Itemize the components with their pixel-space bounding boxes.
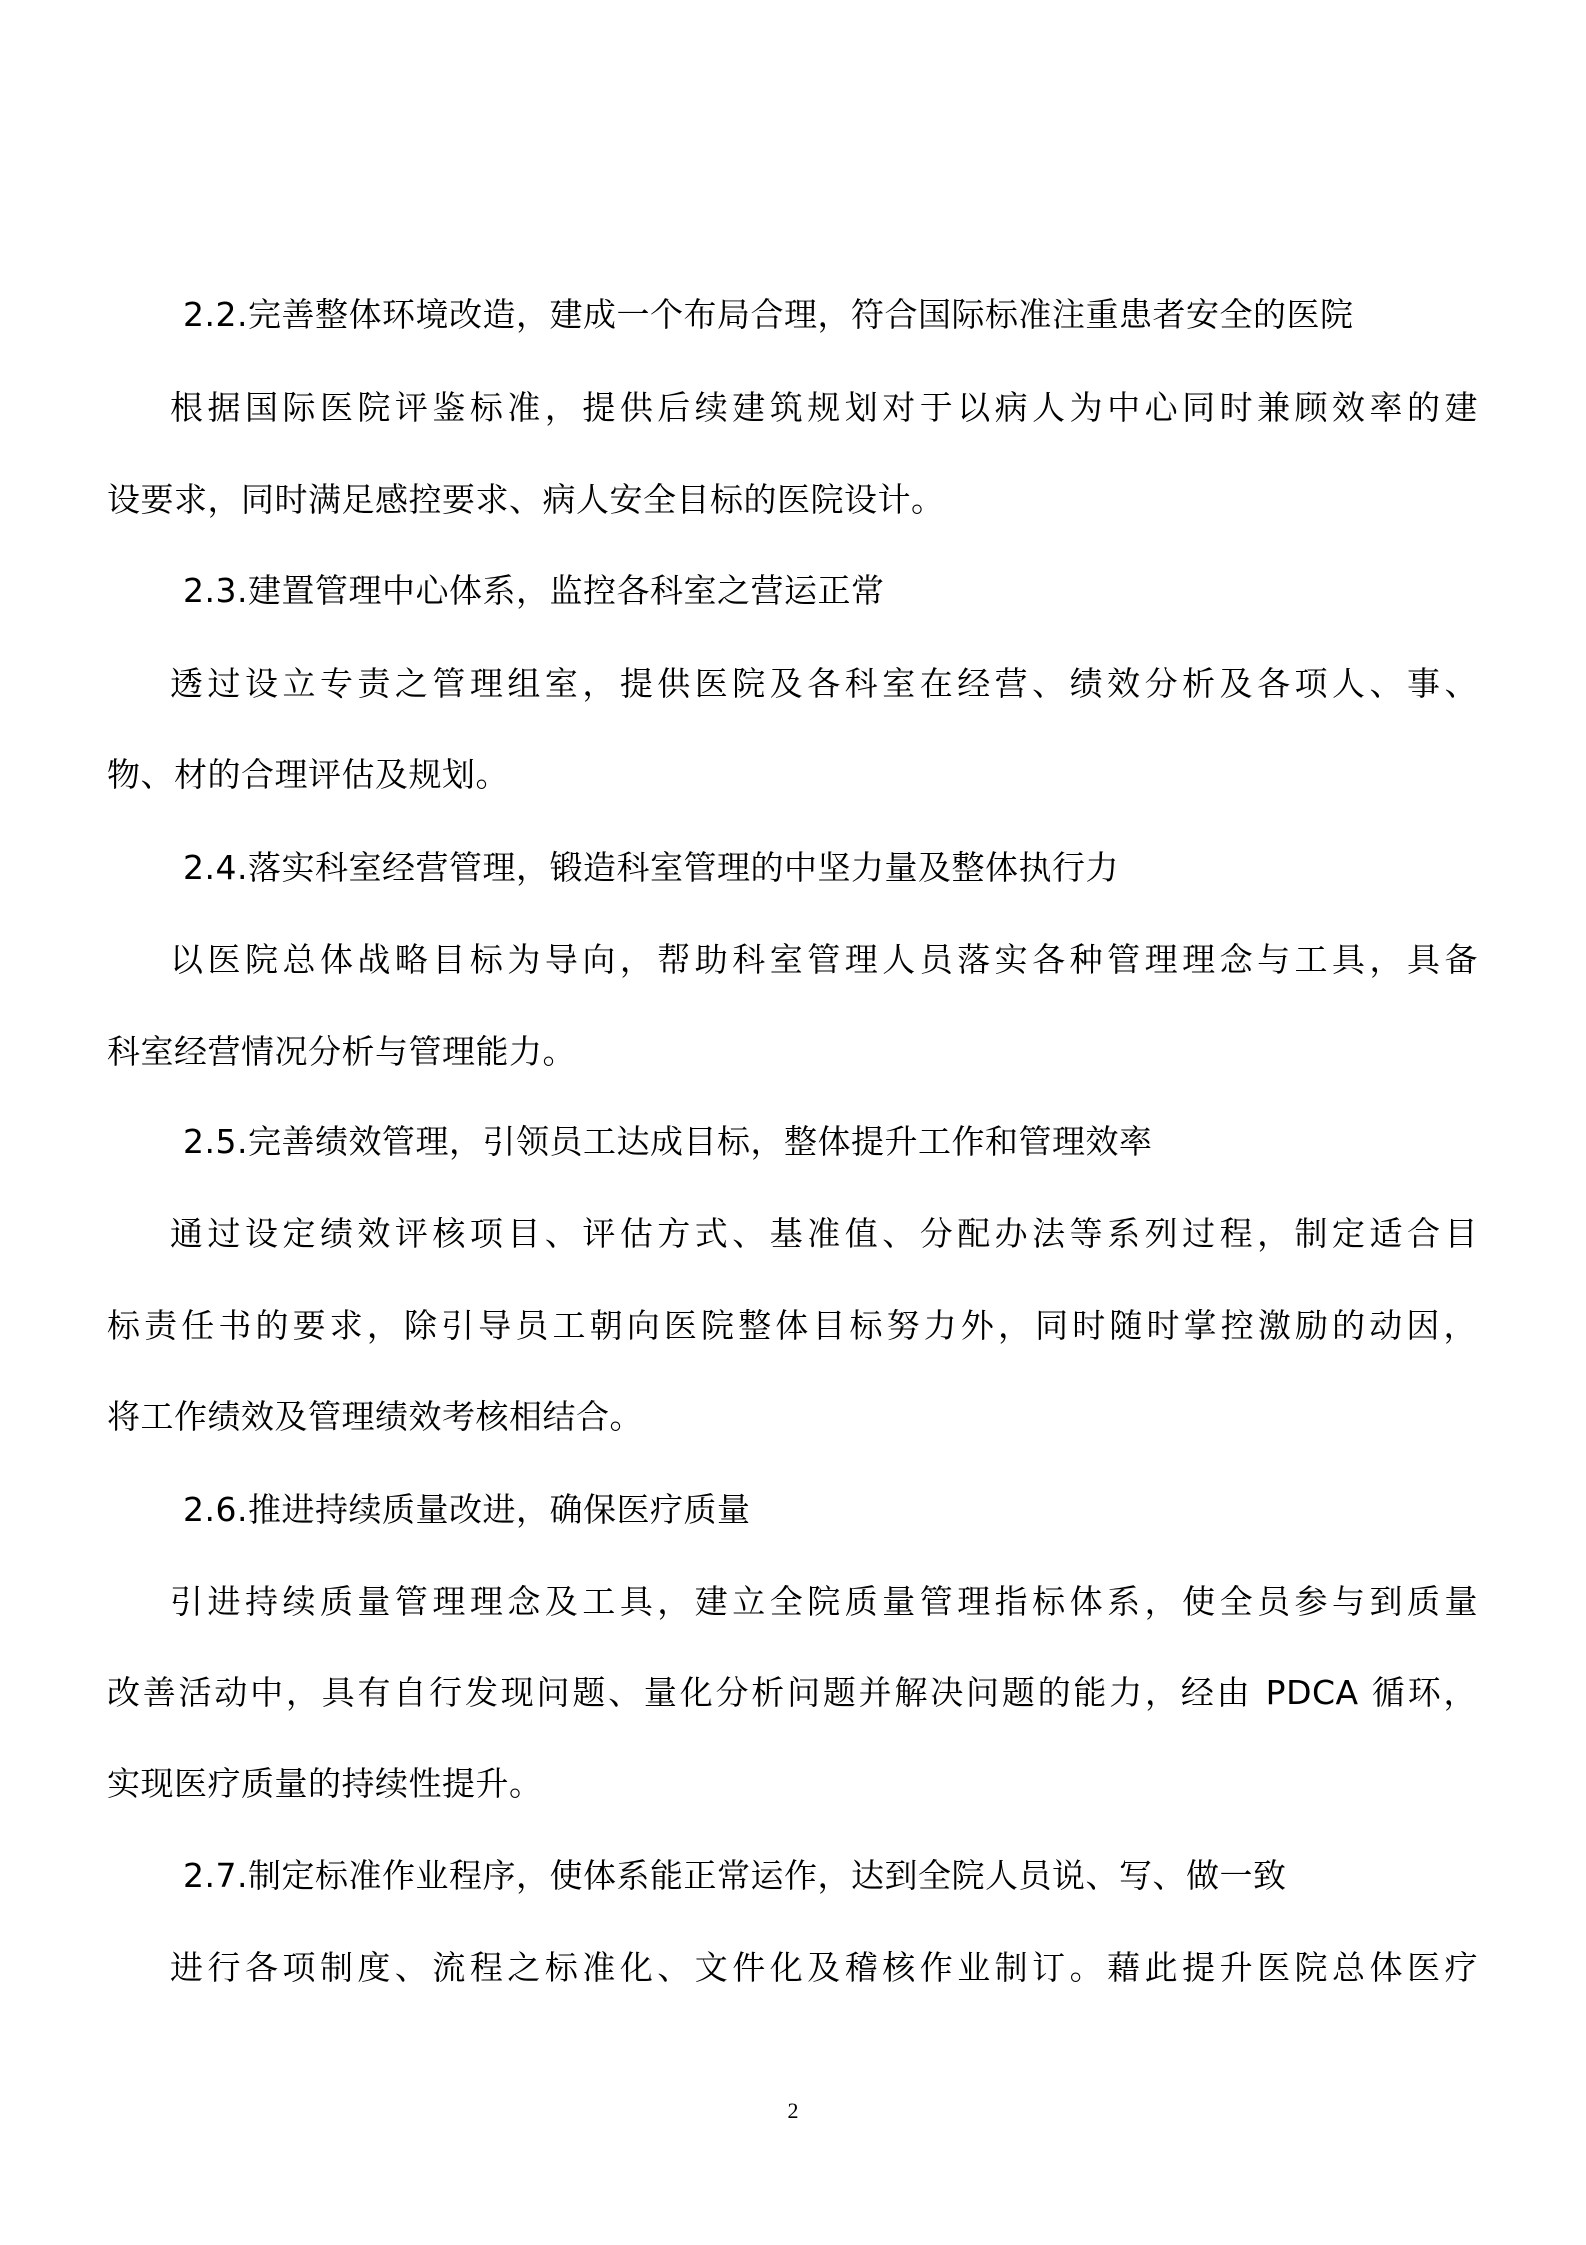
page-number: 2 (787, 2098, 799, 2123)
section-heading-2-7: 2.7.制定标准作业程序，使体系能正常运作，达到全院人员说、写、做一致 (183, 1856, 1287, 1895)
paragraph-line: 根据国际医院评鉴标准，提供后续建筑规划对于以病人为中心同时兼顾效率的建 (170, 388, 1478, 427)
paragraph-line: 引进持续质量管理理念及工具，建立全院质量管理指标体系，使全员参与到质量 (170, 1582, 1478, 1621)
section-heading-2-6: 2.6.推进持续质量改进，确保医疗质量 (183, 1490, 751, 1529)
section-heading-2-2: 2.2.完善整体环境改造，建成一个布局合理，符合国际标准注重患者安全的医院 (183, 295, 1354, 334)
section-heading-2-5: 2.5.完善绩效管理，引领员工达成目标，整体提升工作和管理效率 (183, 1122, 1153, 1161)
paragraph-line: 设要求，同时满足感控要求、病人安全目标的医院设计。 (107, 480, 945, 519)
paragraph-line: 物、材的合理评估及规划。 (107, 755, 509, 794)
paragraph-line: 透过设立专责之管理组室，提供医院及各科室在经营、绩效分析及各项人、事、 (170, 664, 1478, 703)
paragraph-line: 通过设定绩效评核项目、评估方式、基准值、分配办法等系列过程，制定适合目 (170, 1214, 1478, 1253)
paragraph-line: 实现医疗质量的持续性提升。 (107, 1764, 543, 1803)
paragraph-line: 将工作绩效及管理绩效考核相结合。 (107, 1397, 643, 1436)
paragraph-line: 科室经营情况分析与管理能力。 (107, 1032, 576, 1071)
paragraph-line: 以医院总体战略目标为导向，帮助科室管理人员落实各种管理理念与工具，具备 (170, 940, 1478, 979)
paragraph-line: 进行各项制度、流程之标准化、文件化及稽核作业制订。藉此提升医院总体医疗 (170, 1948, 1478, 1987)
paragraph-line: 标责任书的要求，除引导员工朝向医院整体目标努力外，同时随时掌控激励的动因， (107, 1306, 1477, 1345)
section-heading-2-3: 2.3.建置管理中心体系，监控各科室之营运正常 (183, 571, 885, 610)
paragraph-line: 改善活动中，具有自行发现问题、量化分析问题并解决问题的能力，经由 PDCA 循环， (107, 1673, 1477, 1712)
section-heading-2-4: 2.4.落实科室经营管理，锻造科室管理的中坚力量及整体执行力 (183, 848, 1119, 887)
